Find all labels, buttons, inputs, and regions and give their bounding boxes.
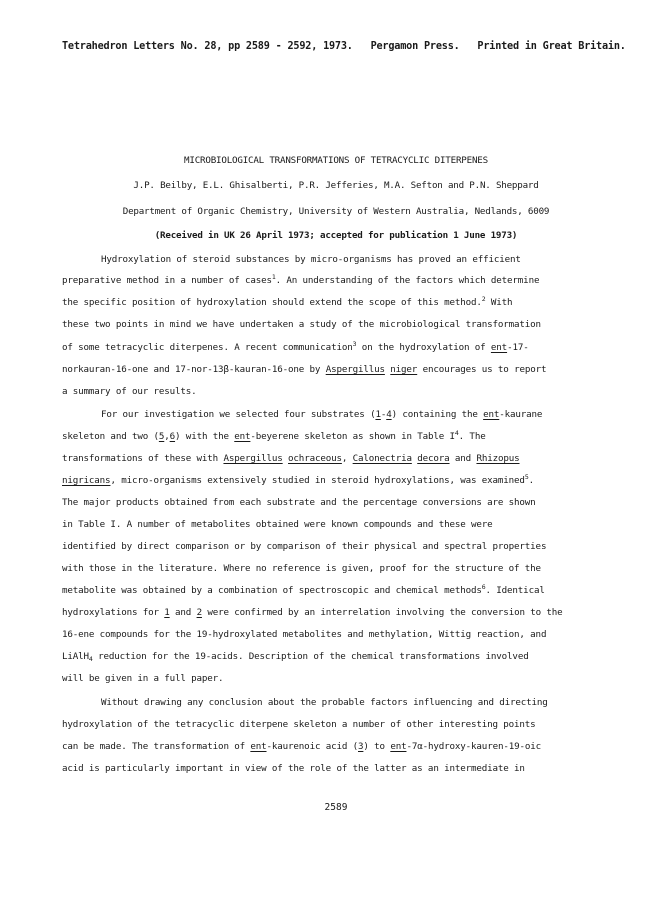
- article-title: MICROBIOLOGICAL TRANSFORMATIONS OF TETRACYCLIC DITERPENES: [184, 155, 488, 166]
- text-line: The major products obtained from each substrate and the percentage conversions are shown: [62, 497, 536, 508]
- publisher: Pergamon Press.: [370, 41, 460, 52]
- text-line: of some tetracyclic diterpenes. A recent communication$^3$ on the hydroxylation of ent-17-: [62, 340, 529, 353]
- text-line: transformations of these with Aspergillus ochraceous, Calonectria decora and Rhizopus: [62, 453, 520, 464]
- page-number: 2589: [324, 802, 348, 813]
- author-list: J.P. Beilby, E.L. Ghisalberti, P.R. Jefferies, M.A. Sefton and P.N. Sheppard: [133, 180, 539, 191]
- text-line: For our investigation we selected four substrates (1-4) containing the ent-kaurane: [101, 409, 543, 420]
- reference-mark: 4: [454, 429, 459, 437]
- text-line: Hydroxylation of steroid substances by micro-organisms has proved an efficient: [101, 254, 521, 265]
- reference-mark: 5: [524, 473, 529, 481]
- text-line: identified by direct comparison or by comparison of their physical and spectral properties: [62, 541, 547, 552]
- reference-mark: 1: [271, 273, 276, 281]
- text-line: skeleton and two (5,6) with the ent-beyerene skeleton as shown in Table $I^4$. The: [62, 429, 486, 442]
- text-line: can be made. The transformation of ent-kaurenoic acid (3) to ent-7α-hydroxy-kauren-19-oic: [62, 741, 542, 752]
- text-line: these two points in mind we have undertaken a study of the microbiological transformation: [62, 319, 541, 330]
- text-line: hydroxylation of the tetracyclic diterpene skeleton a number of other interesting points: [62, 719, 536, 730]
- affiliation: Department of Organic Chemistry, University of Western Australia, Nedlands, 6009: [122, 206, 550, 217]
- reference-mark: 3: [352, 340, 357, 348]
- printed-in: Printed in Great Britain.: [477, 41, 626, 52]
- reference-mark: 2: [481, 295, 486, 303]
- organism-name: Aspergillus: [325, 364, 385, 375]
- organism-name: decora: [417, 453, 450, 464]
- text-line: acid is particularly important in view of the role of the latter as an intermediate in: [62, 763, 525, 774]
- journal-citation: Tetrahedron Letters No. 28, pp 2589 - 2592, 1973.: [62, 41, 353, 52]
- text-line: in Table I. A number of metabolites obtained were known compounds and these were: [62, 519, 493, 530]
- organism-name: niger: [390, 364, 418, 375]
- organism-name: nigricans: [62, 475, 111, 486]
- text-line: metabolite was obtained by a combination of spectroscopic and chemical methods$^6$. Identical: [62, 583, 545, 596]
- text-line: hydroxylations for 1 and 2 were confirmed by an interrelation involving the conversion to the: [62, 607, 563, 618]
- organism-name: ochraceous: [288, 453, 342, 464]
- text-line: preparative method in a number of cases$^1$. An understanding of the factors which determine: [62, 273, 540, 286]
- text-line: Without drawing any conclusion about the probable factors influencing and directing: [101, 697, 548, 708]
- organism-name: Rhizopus: [476, 453, 520, 464]
- text-line: the specific position of hydroxylation should extend the scope of this method.$^2$ With: [62, 295, 513, 308]
- text-line: nigricans, micro-organisms extensively studied in steroid hydroxylations, was examined$^5$.: [62, 473, 534, 486]
- text-line: with those in the literature. Where no reference is given, proof for the structure of the: [62, 563, 541, 574]
- text-line: a summary of our results.: [62, 386, 197, 397]
- organism-name: Calonectria: [352, 453, 412, 464]
- text-line: LiAlH$_4$ reduction for the 19-acids. Description of the chemical transformations involved: [62, 651, 529, 663]
- text-line: will be given in a full paper.: [62, 673, 224, 684]
- organism-name: Aspergillus: [223, 453, 283, 464]
- text-line: 16-ene compounds for the 19-hydroxylated metabolites and methylation, Wittig reaction, and: [62, 629, 547, 640]
- running-header: [62, 41, 626, 52]
- received-dates: (Received in UK 26 April 1973; accepted for publication 1 June 1973): [154, 230, 518, 241]
- reference-mark: 6: [481, 583, 486, 591]
- text-line: norkauran-16-one and 17-nor-13β-kauran-16-one by Aspergillus niger encourages us to report: [62, 364, 547, 375]
